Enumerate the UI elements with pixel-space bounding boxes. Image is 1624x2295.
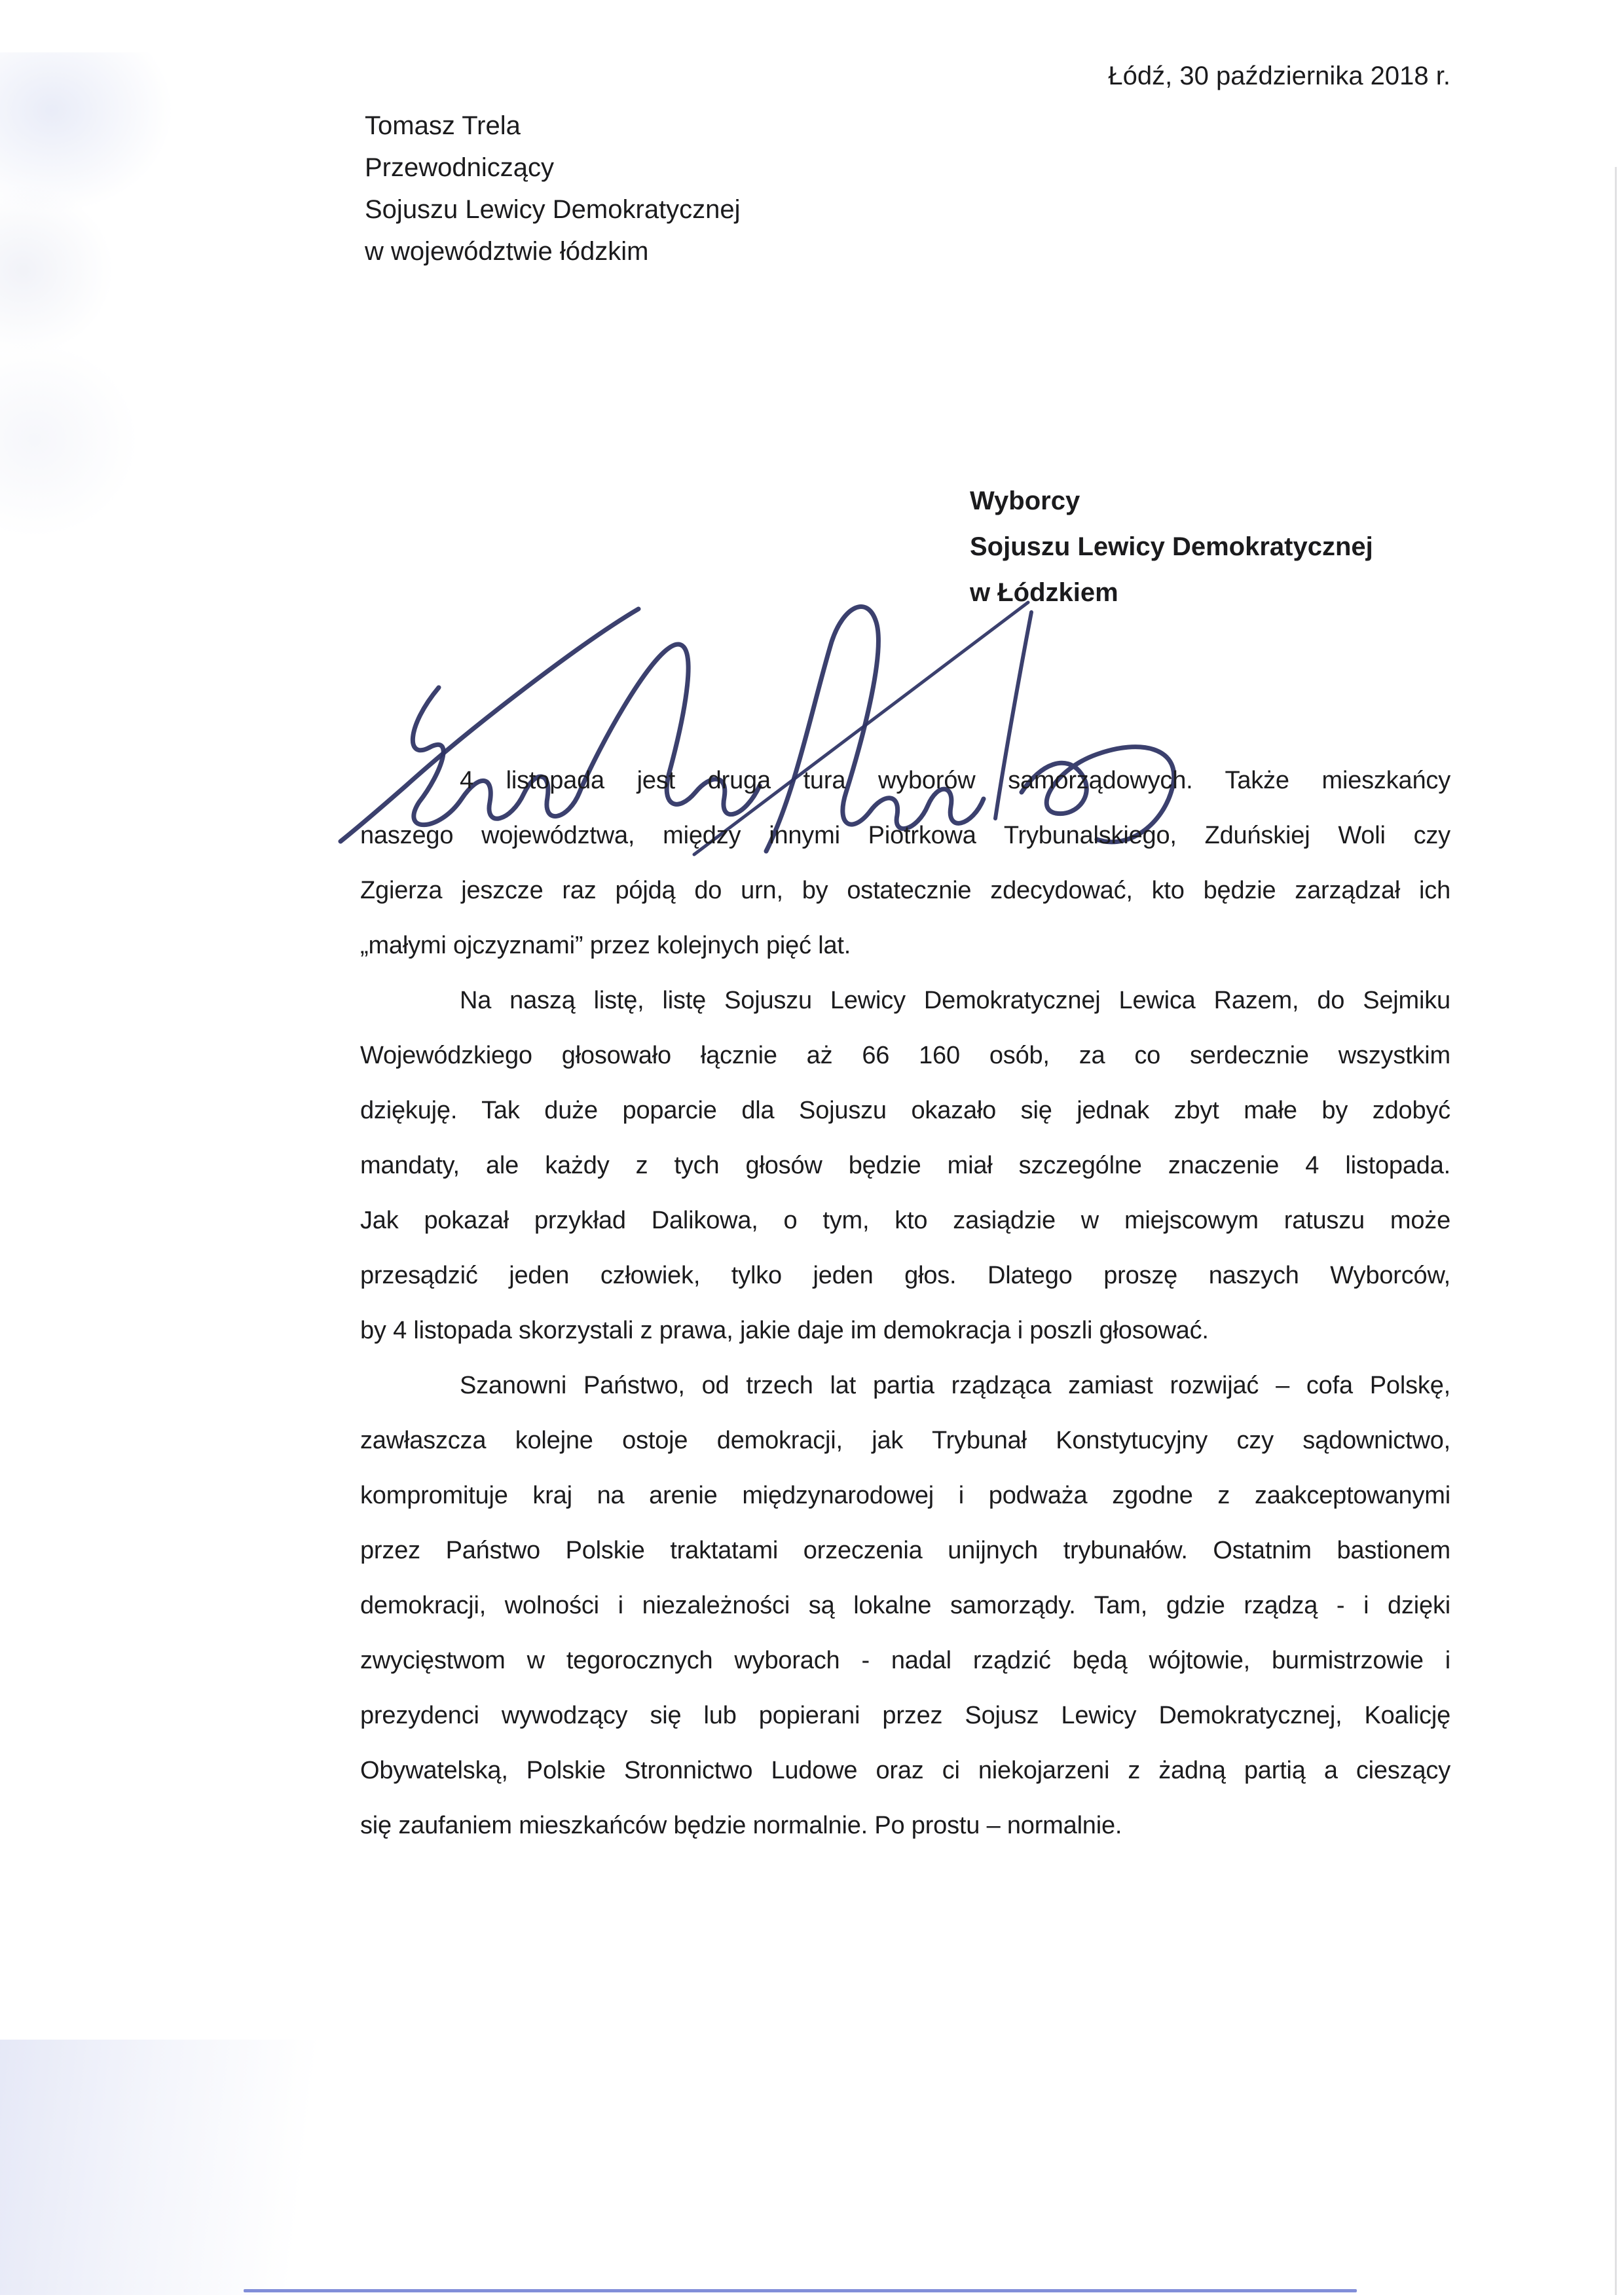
body-line: Na naszą listę, listę Sojuszu Lewicy Demokratycznej Lewica Razem, do Sejmiku	[460, 987, 1450, 1014]
body-line: „małymi ojczyznami” przez kolejnych pięć lat.	[360, 932, 851, 959]
body-line: demokracji, wolności i niezależności są lokalne samorządy. Tam, gdzie rządzą - i dzięki	[360, 1592, 1450, 1619]
body-line: naszego województwa, między innymi Piotrkowa Trybunalskiego, Zduńskiej Woli czy	[360, 822, 1450, 849]
body-line: Wojewódzkiego głosowało łącznie aż 66 160 osób, za co serdecznie wszystkim	[360, 1042, 1450, 1069]
body-line: przesądzić jeden człowiek, tylko jeden głos. Dlatego proszę naszych Wyborców,	[360, 1262, 1450, 1289]
text-line: Sojuszu Lewicy Demokratycznej	[365, 195, 741, 224]
body-line: przez Państwo Polskie traktatami orzeczenia unijnych trybunałów. Ostatnim bastionem	[360, 1537, 1450, 1564]
text-line: Tomasz Trela	[365, 111, 521, 140]
scan-smudge-bottomleft	[0, 2040, 380, 2295]
body-line: Obywatelską, Polskie Stronnictwo Ludowe oraz ci niekojarzeni z żadną partią a cieszący	[360, 1757, 1450, 1784]
scan-bottom-line	[244, 2289, 1357, 2292]
text-line: Przewodniczący	[365, 153, 555, 182]
body-line: mandaty, ale każdy z tych głosów będzie miał szczególne znaczenie 4 listopada.	[360, 1152, 1450, 1179]
text-line: Sojuszu Lewicy Demokratycznej	[970, 532, 1373, 561]
body-line: Szanowni Państwo, od trzech lat partia rządząca zamiast rozwijać – cofa Polskę,	[460, 1372, 1450, 1399]
body-line: zwycięstwom w tegorocznych wyborach - nadal rządzić będą wójtowie, burmistrzowie i	[360, 1647, 1450, 1674]
body-line: by 4 listopada skorzystali z prawa, jakie daje im demokracja i poszli głosować.	[360, 1317, 1209, 1344]
text-line: w Łódzkiem	[970, 578, 1118, 607]
body-line: prezydenci wywodzący się lub popierani przez Sojusz Lewicy Demokratycznej, Koalicję	[360, 1702, 1450, 1729]
body-line: Jak pokazał przykład Dalikowa, o tym, kto zasiądzie w miejscowym ratuszu może	[360, 1207, 1450, 1234]
scan-smudge-topleft	[0, 52, 288, 537]
text-line: w województwie łódzkim	[365, 237, 649, 266]
body-line: się zaufaniem mieszkańców będzie normalnie. Po prostu – normalnie.	[360, 1812, 1122, 1839]
body-line: 4 listopada jest druga tura wyborów samorządowych. Także mieszkańcy	[460, 767, 1450, 794]
letter-body	[360, 753, 1450, 1853]
date-line: Łódź, 30 października 2018 r.	[1108, 62, 1450, 90]
sender-block	[365, 105, 741, 272]
addressee-block	[970, 478, 1373, 615]
body-line: Zgierza jeszcze raz pójdą do urn, by ostatecznie zdecydować, kto będzie zarządzał ich	[360, 877, 1450, 904]
text-line: Wyborcy	[970, 487, 1080, 515]
body-line: zawłaszcza kolejne ostoje demokracji, jak Trybunał Konstytucyjny czy sądownictwo,	[360, 1427, 1450, 1454]
body-line: kompromituje kraj na arenie międzynarodowej i podważa zgodne z zaakceptowanymi	[360, 1482, 1450, 1509]
scan-edge-line	[1615, 167, 1617, 2295]
body-line: dziękuję. Tak duże poparcie dla Sojuszu okazało się jednak zbyt małe by zdobyć	[360, 1097, 1450, 1124]
